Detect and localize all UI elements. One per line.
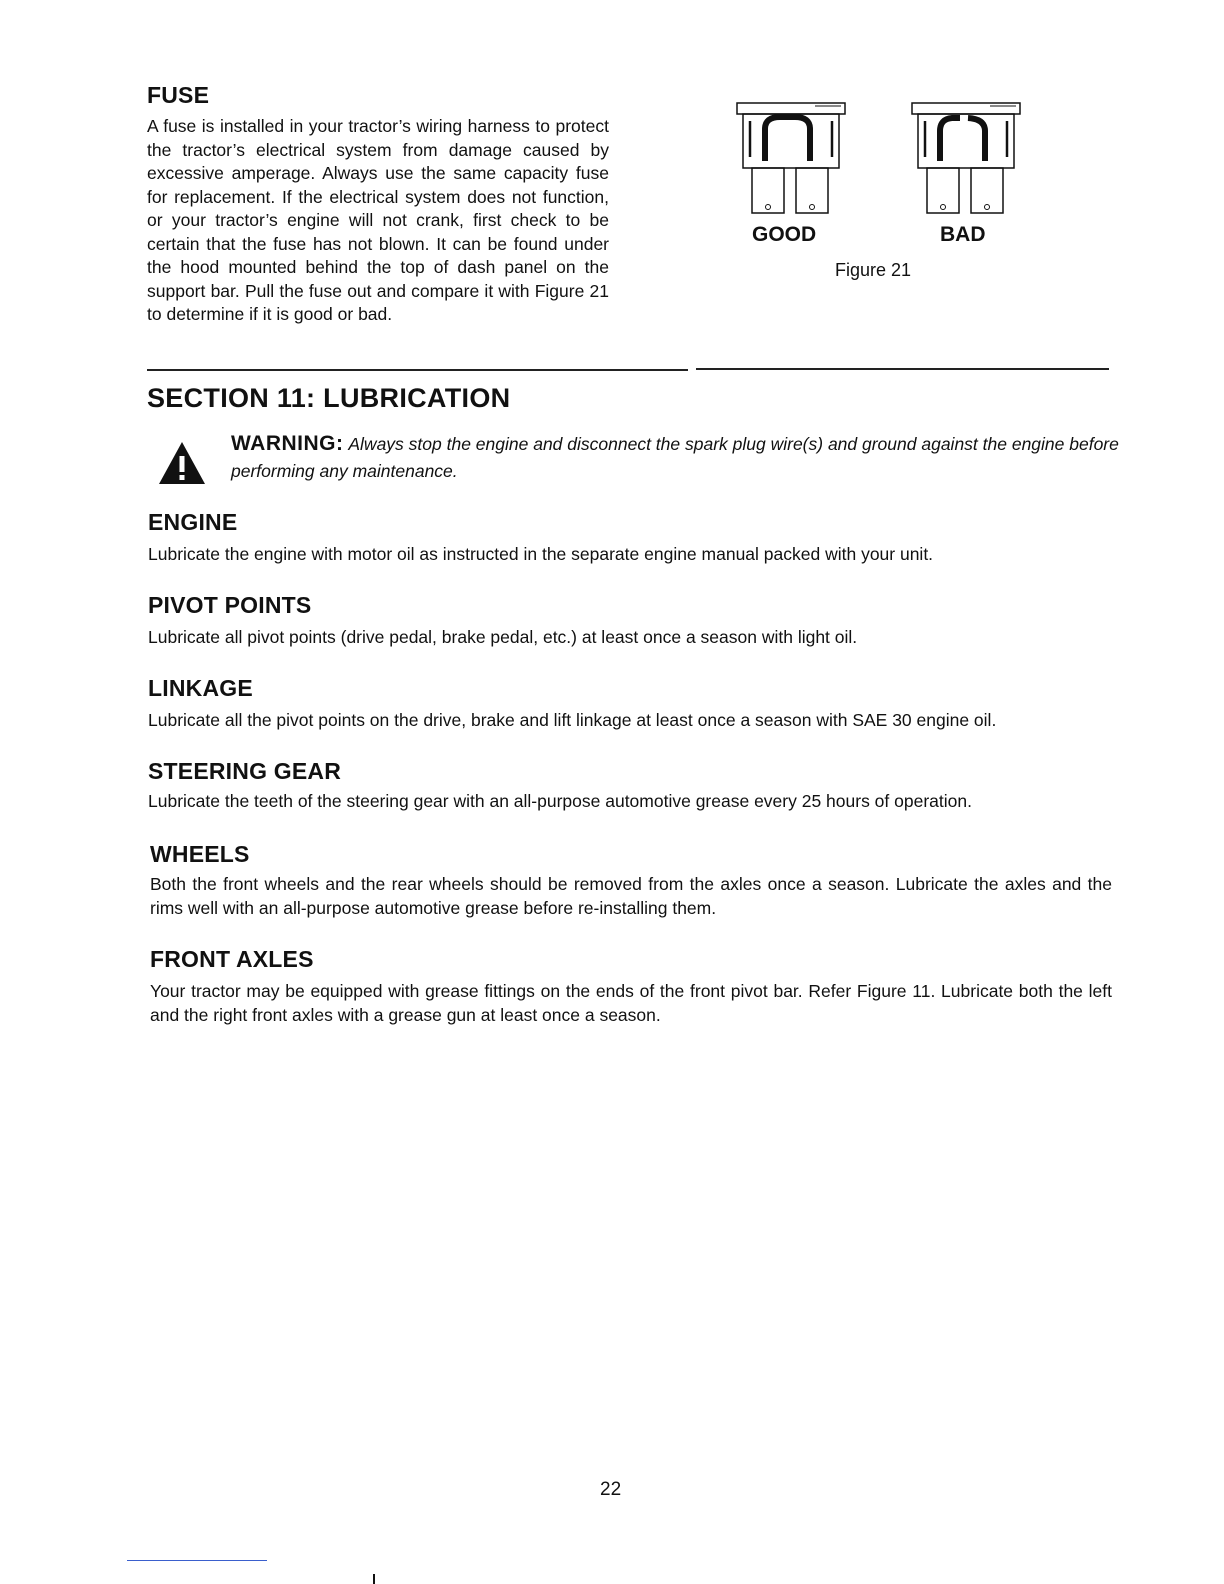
engine-heading: ENGINE	[148, 509, 238, 535]
good-label: GOOD	[752, 223, 817, 246]
linkage-paragraph: Lubricate all the pivot points on the drive, brake and lift linkage at least once a season with SAE 30 engine oil.	[148, 710, 997, 730]
bad-label: BAD	[940, 223, 986, 246]
steering-gear-paragraph: Lubricate the teeth of the steering gear with an all-purpose automotive grease every 25 hours of operation.	[148, 791, 972, 811]
section-title: SECTION 11: LUBRICATION	[147, 383, 511, 413]
warning-block	[231, 430, 1131, 485]
figure-21	[730, 98, 1030, 288]
fuse-paragraph: A fuse is installed in your tractor’s wiring harness to protect the tractor’s electrical system from damage caused by excessive amperage. Always use the same capacity fuse for replacement. If the electrical system does not function, or your tractor’s engine will not crank, first check to be certain that the fuse has not blown. It can be found under the hood mounted behind the top of dash panel on the support bar. Pull the fuse out and compare it with Figure 21 to determine if it is good or bad.	[147, 116, 609, 324]
blown-fuse-icon	[910, 101, 1022, 216]
figure-caption: Figure 21	[835, 260, 912, 280]
bottom-link-line	[127, 1560, 267, 1561]
linkage-heading: LINKAGE	[148, 675, 253, 701]
front-axles-heading: FRONT AXLES	[150, 946, 314, 972]
section-divider-right	[696, 368, 1109, 370]
warning-text: Always stop the engine and disconnect the spark plug wire(s) and ground against the engine before performing any maintenance.	[231, 434, 1119, 481]
wheels-heading: WHEELS	[150, 841, 250, 867]
pivot-points-heading: PIVOT POINTS	[148, 592, 312, 618]
good-fuse-icon	[735, 101, 847, 216]
section-divider-left	[147, 369, 688, 371]
engine-paragraph: Lubricate the engine with motor oil as instructed in the separate engine manual packed with your unit.	[148, 544, 934, 564]
wheels-paragraph: Both the front wheels and the rear wheels should be removed from the axles once a season. Lubricate the axles and the rims well with an all-purpose automotive grease before re-installing them.	[150, 874, 1112, 918]
warning-label: WARNING:	[231, 432, 344, 455]
page-number: 22	[600, 1479, 622, 1500]
fuse-heading: FUSE	[147, 82, 210, 108]
pivot-points-paragraph: Lubricate all pivot points (drive pedal, brake pedal, etc.) at least once a season with light oil.	[148, 627, 858, 647]
front-axles-paragraph: Your tractor may be equipped with grease fittings on the ends of the front pivot bar. Refer Figure 11. Lubricate both the left and the right front axles with a grease gun at least once a season.	[150, 981, 1112, 1025]
bottom-tick-mark	[373, 1574, 375, 1584]
steering-gear-heading: STEERING GEAR	[148, 758, 342, 784]
warning-triangle-icon	[157, 440, 207, 486]
